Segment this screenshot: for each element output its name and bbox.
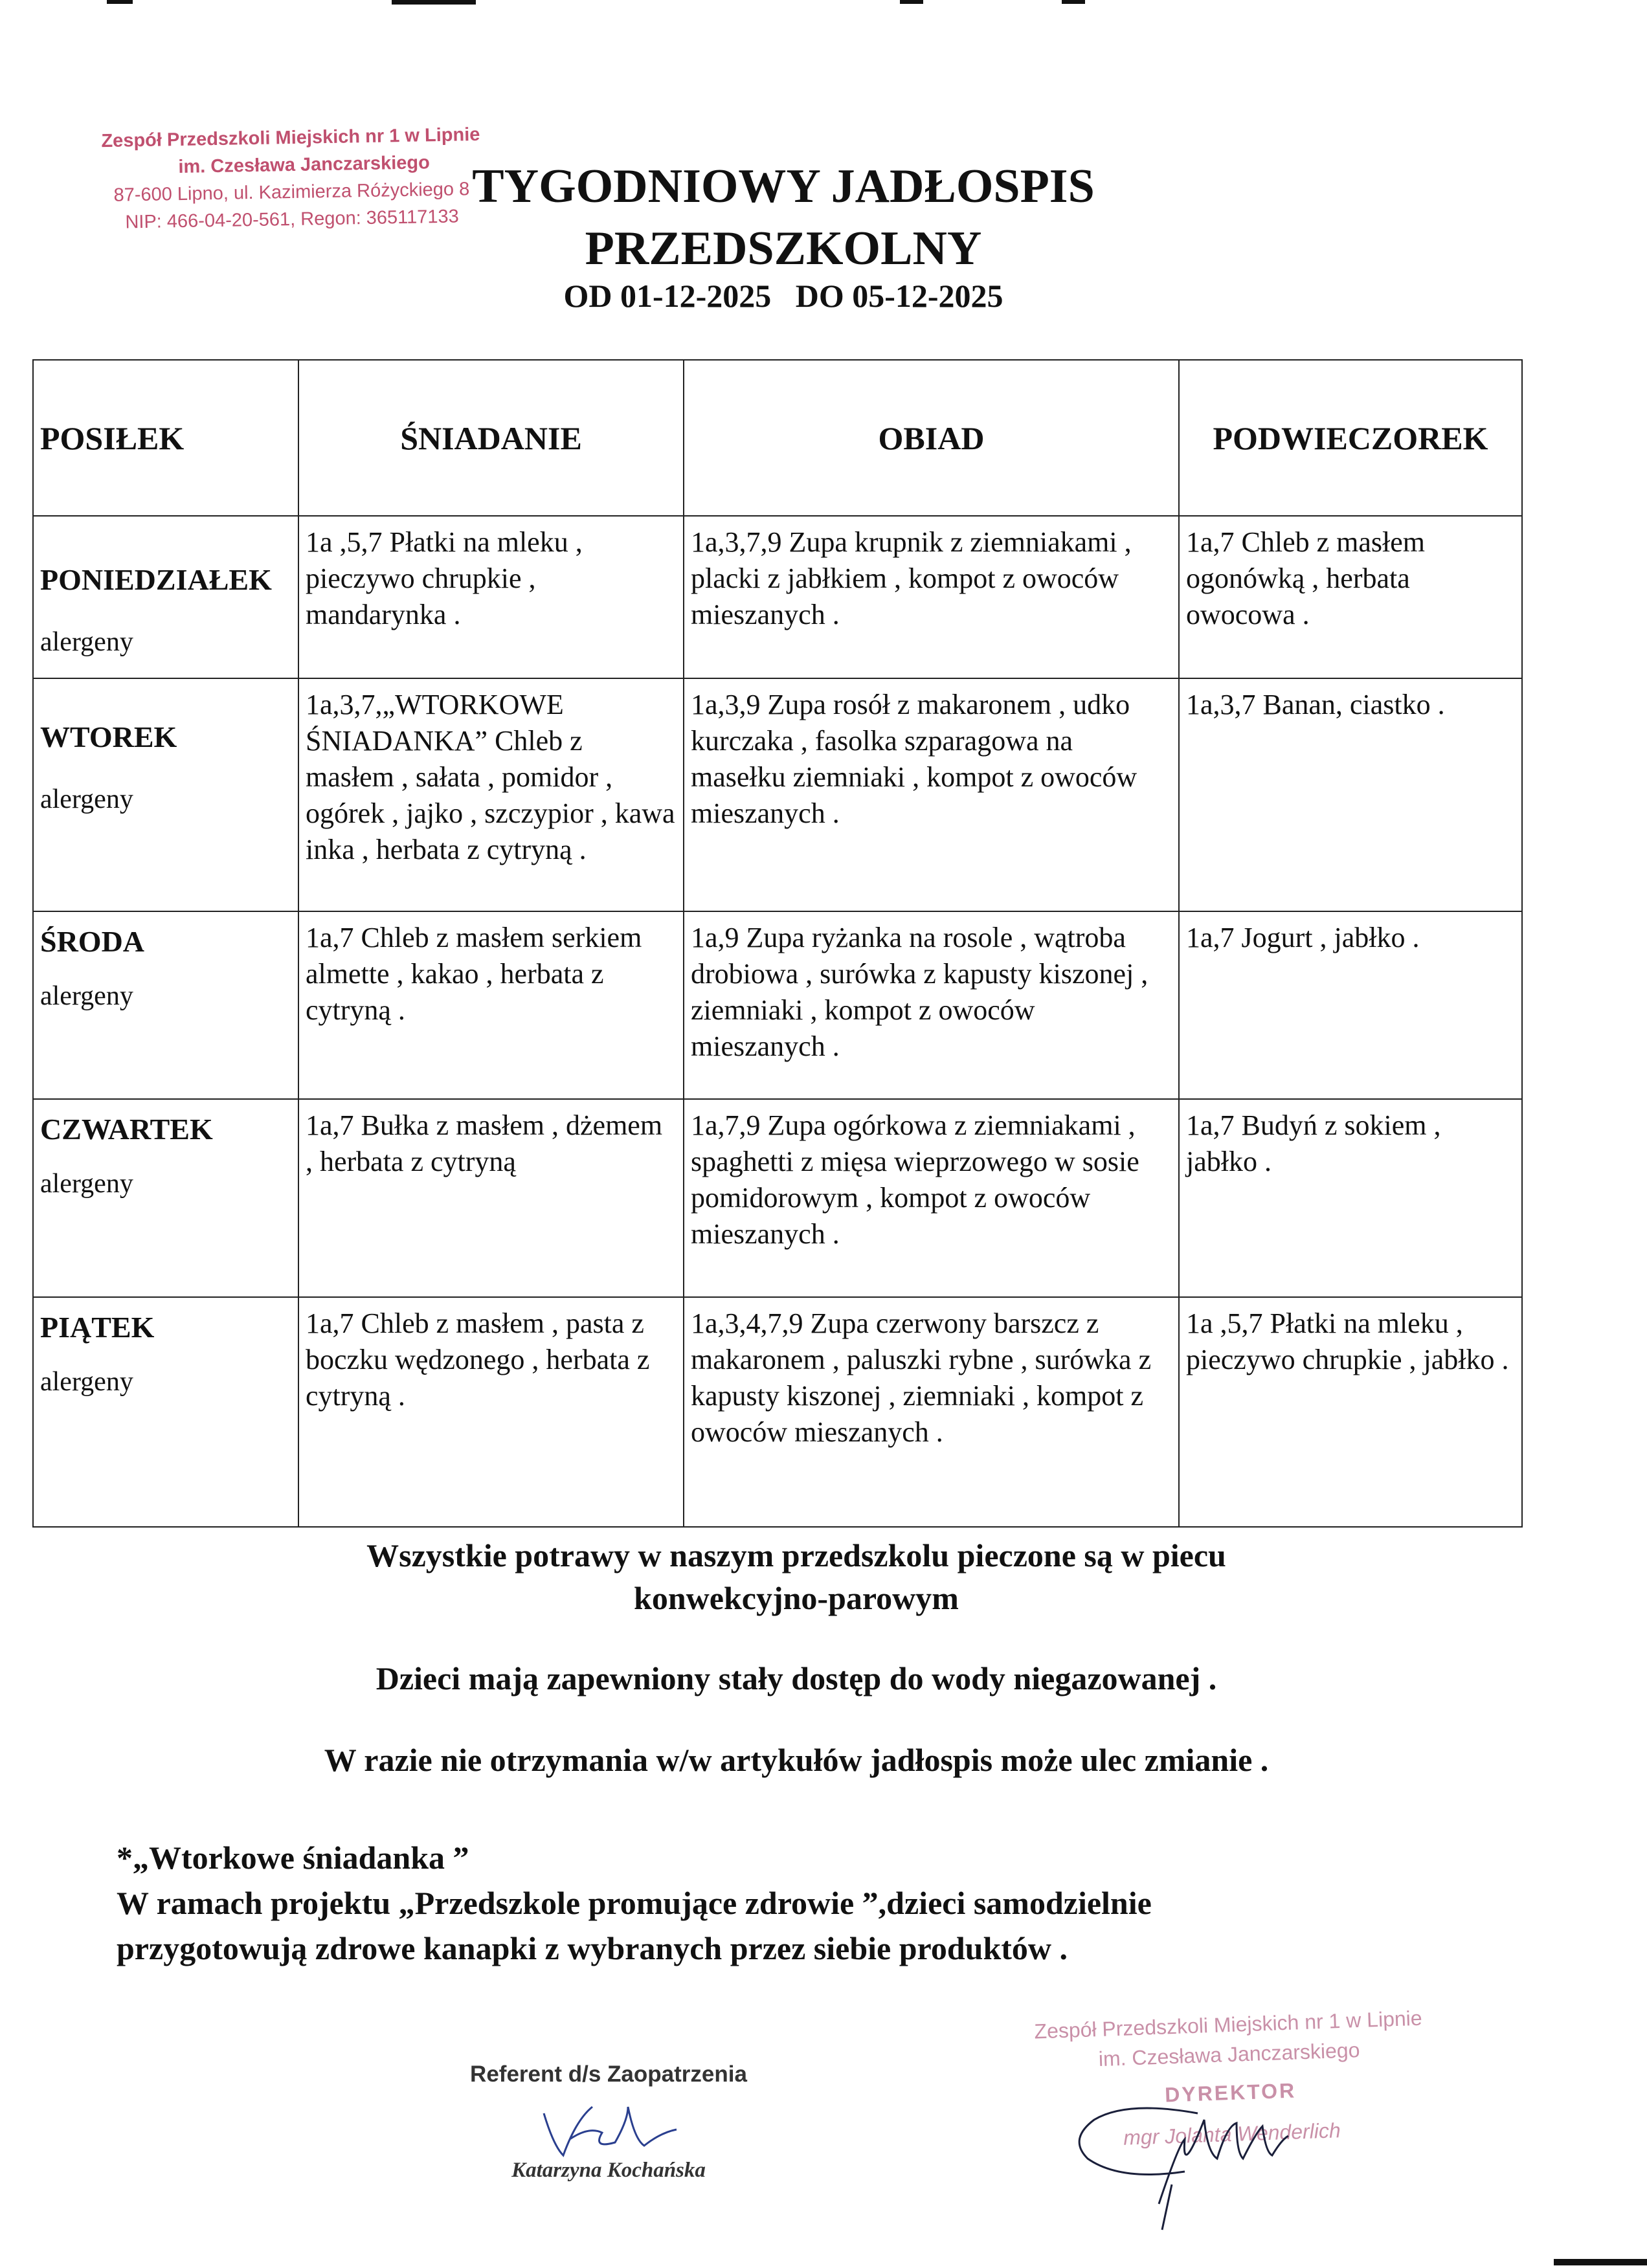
table-row [33,678,1522,911]
breakfast-cell: 1a ,5,7 Płatki na mleku , pieczywo chrupkie , mandarynka . [298,516,684,678]
stamp-line: im. Czesława Janczarskiego [178,152,431,178]
breakfast-cell: 1a,3,7,„WTORKOWE ŚNIADANKA” Chleb z masłem , sałata , pomidor , ogórek , jajko , szczypior , kawa inka , herbata z cytryną . [298,678,684,911]
day-name: ŚRODA [40,924,145,958]
snack-cell: 1a,3,7 Banan, ciastko . [1179,678,1522,911]
header-lunch: OBIAD [684,360,1179,516]
title-line-2: PRZEDSZKOLNY [585,222,982,275]
stamp-line: im. Czesława Janczarskiego [1098,2038,1361,2071]
lunch-cell: 1a,3,7,9 Zupa krupnik z ziemniakami , placki z jabłkiem , kompot z owoców mieszanych . [684,516,1179,678]
footnote-title: *„Wtorkowe śniadanka ” [117,1840,469,1876]
footnote-line-2: przygotowują zdrowe kanapki z wybranych przez siebie produktów . [117,1930,1068,1966]
snack-cell: 1a ,5,7 Płatki na mleku , pieczywo chrupkie , jabłko . [1179,1297,1522,1527]
signature-role: Referent d/s Zaopatrzenia [470,2062,747,2087]
day-cell [33,911,298,1099]
breakfast-cell: 1a,7 Chleb z masłem serkiem almette , kakao , herbata z cytryną . [298,911,684,1099]
lunch-cell: 1a,3,4,7,9 Zupa czerwony barszcz z makaronem , paluszki rybne , surówka z kapusty kiszonej , ziemniaki , kompot z owoców mieszanych . [684,1297,1179,1527]
breakfast-cell: 1a,7 Chleb z masłem , pasta z boczku wędzonego , herbata z cytryną . [298,1297,684,1527]
stamp-line: mgr Jolanta Wenderlich [1123,2118,1341,2150]
allergen-label: alergeny [40,1366,133,1397]
header-snack: PODWIECZOREK [1179,360,1522,516]
notes-section [117,1534,1476,1781]
table-header-row [33,360,1522,516]
day-cell [33,678,298,911]
day-name: WTOREK [40,720,177,753]
table-row [33,1297,1522,1527]
allergen-label: alergeny [40,1169,133,1199]
footnote-line-1: W ramach projektu „Przedszkole promujące zdrowie ”,dzieci samodzielnie [117,1885,1152,1921]
water-note: Dzieci mają zapewniony stały dostęp do wody niegazowanej . [375,1660,1217,1696]
allergen-label: alergeny [40,784,133,814]
stamp-line: DYREKTOR [1164,2078,1297,2107]
change-note: W razie nie otrzymania w/w artykułów jadłospis może ulec zmianie . [324,1742,1269,1778]
snack-cell: 1a,7 Budyń z sokiem , jabłko . [1179,1099,1522,1296]
stamp-line: Zespół Przedszkoli Miejskich nr 1 w Lipnie [1033,2006,1423,2043]
breakfast-cell: 1a,7 Bułka z masłem , dżemem , herbata z cytryną [298,1099,684,1296]
handwritten-signature-right [1049,2074,1321,2236]
signature-name: Katarzyna Kochańska [511,2159,706,2182]
header-meal: POSIŁEK [33,360,298,516]
scan-mark [1062,0,1085,4]
snack-cell: 1a,7 Jogurt , jabłko . [1179,911,1522,1099]
stamp-line: 87-600 Lipno, ul. Kazimierza Różyckiego 8 [113,179,470,206]
lunch-cell: 1a,7,9 Zupa ogórkowa z ziemniakami , spaghetti z mięsa wieprzowego w sosie pomidorowym , kompot z owoców mieszanych . [684,1099,1179,1296]
day-name: PONIEDZIAŁEK [40,563,272,597]
title-line-1: TYGODNIOWY JADŁOSPIS [472,160,1095,213]
day-name: PIĄTEK [40,1310,155,1344]
allergen-label: alergeny [40,627,133,658]
header-breakfast: ŚNIADANIE [298,360,684,516]
stamp-line: NIP: 466-04-20-561, Regon: 365117133 [125,206,460,233]
lunch-cell: 1a,9 Zupa ryżanka na rosole , wątroba drobiowa , surówka z kapusty kiszonej , ziemniaki , kompot z owoców mieszanych . [684,911,1179,1099]
menu-table [32,359,1523,1528]
date-range: OD 01-12-2025 DO 05-12-2025 [563,278,1003,314]
page-title [363,155,1204,280]
scan-mark [900,0,923,4]
table-row [33,911,1522,1099]
oven-note-line-2: konwekcyjno-parowym [634,1580,959,1616]
scan-mark [107,0,133,4]
allergen-label: alergeny [40,981,133,1011]
day-name: CZWARTEK [40,1113,213,1146]
oven-note-line-1: Wszystkie potrawy w naszym przedszkolu pieczone są w piecu [366,1537,1226,1573]
scan-mark [1554,2259,1647,2265]
day-cell [33,1099,298,1296]
lunch-cell: 1a,3,9 Zupa rosół z makaronem , udko kurczaka , fasolka szparagowa na masełku ziemniaki , kompot z owoców mieszanych . [684,678,1179,911]
handwritten-signature-left [531,2094,686,2165]
snack-cell: 1a,7 Chleb z masłem ogonówką , herbata owocowa . [1179,516,1522,678]
scan-mark [392,0,476,5]
table-row [33,1099,1522,1296]
stamp-line: Zespół Przedszkoli Miejskich nr 1 w Lipnie [101,124,480,152]
table-row [33,516,1522,678]
day-cell [33,516,298,678]
footnote [117,1835,1508,1971]
day-cell [33,1297,298,1527]
